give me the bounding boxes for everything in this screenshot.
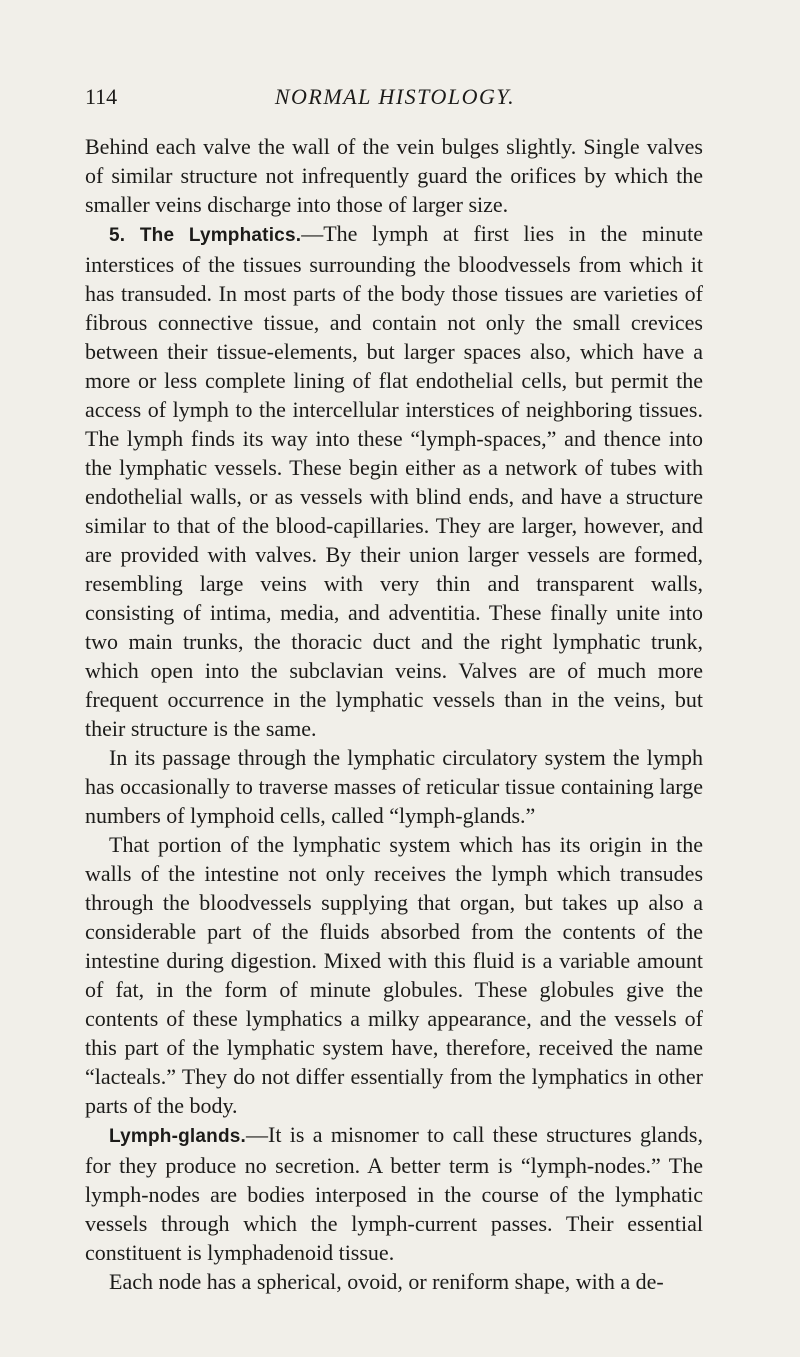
paragraph-text: —The lymph at first lies in the minute interstices of the tissues surrounding the bloodvessels from which it has transuded. In most parts of the body those tissues are varieties of fibrous connective tissue, and contain not only the small crevices between their tissue-elements, but larger spaces also, which have a more or less complete lining of flat endothelial cells, but permit the access of lymph to the intercellular interstices of neighboring tissues. The lymph finds its way into these “lymph-spaces,” and thence into the lymphatic vessels. These begin either as a network of tubes with endothelial walls, or as vessels with blind ends, and have a structure similar to that of the blood-capillaries. They are larger, however, and are provided with valves. By their union larger vessels are formed, resembling large veins with very thin and transparent walls, consisting of intima, media, and adventitia. These finally unite into two main trunks, the thoracic duct and the right lymphatic trunk, which open into the subclavian veins. Valves are of much more frequent occurrence in the lymphatic vessels than in the veins, but their structure is the same. xyxy=(85,221,703,741)
page-body xyxy=(85,132,703,1296)
running-title: NORMAL HISTOLOGY. xyxy=(274,84,516,109)
paragraph-text: Each node has a spherical, ovoid, or reniform shape, with a de- xyxy=(109,1269,664,1294)
paragraph-lymph-glands xyxy=(85,1120,703,1267)
page-number: 114 xyxy=(85,84,118,109)
paragraph-text: Behind each valve the wall of the vein bulges slightly. Single valves of similar structure not infrequently guard the orifices by which the smaller veins discharge into those of larger size. xyxy=(85,134,703,217)
section-heading-lymphatics: 5. The Lymphatics. xyxy=(109,225,302,246)
paragraph-lacteals xyxy=(85,830,703,1120)
paragraph-text: In its passage through the lymphatic circulatory system the lymph has occasionally to traverse masses of reticular tissue containing large numbers of lymphoid cells, called “lymph-glands.” xyxy=(85,745,703,828)
paragraph-text: That portion of the lymphatic system which has its origin in the walls of the intestine not only receives the lymph which transudes through the bloodvessels supplying that organ, but takes up also a considerable part of the fluids absorbed from the contents of the intestine during digestion. Mixed with this fluid is a variable amount of fat, in the form of minute globules. These globules give the contents of these lymphatics a milky appearance, and the vessels of this part of the lymphatic system have, therefore, received the name “lacteals.” They do not differ essentially from the lymphatics in other parts of the body. xyxy=(85,832,703,1118)
paragraph-node-shape xyxy=(85,1267,703,1296)
paragraph-text: —It is a misnomer to call these structures glands, for they produce no secretion. A better term is “lymph-nodes.” The lymph-nodes are bodies interposed in the course of the lymphatic vessels through which the lymph-current passes. Their essential constituent is lymphadenoid tissue. xyxy=(85,1122,703,1265)
section-heading-lymph-glands: Lymph-glands. xyxy=(109,1126,247,1147)
paragraph-lymphatics xyxy=(85,219,703,743)
paragraph-valves xyxy=(85,132,703,219)
paragraph-lymph-passage xyxy=(85,743,703,830)
page-header xyxy=(85,84,705,114)
